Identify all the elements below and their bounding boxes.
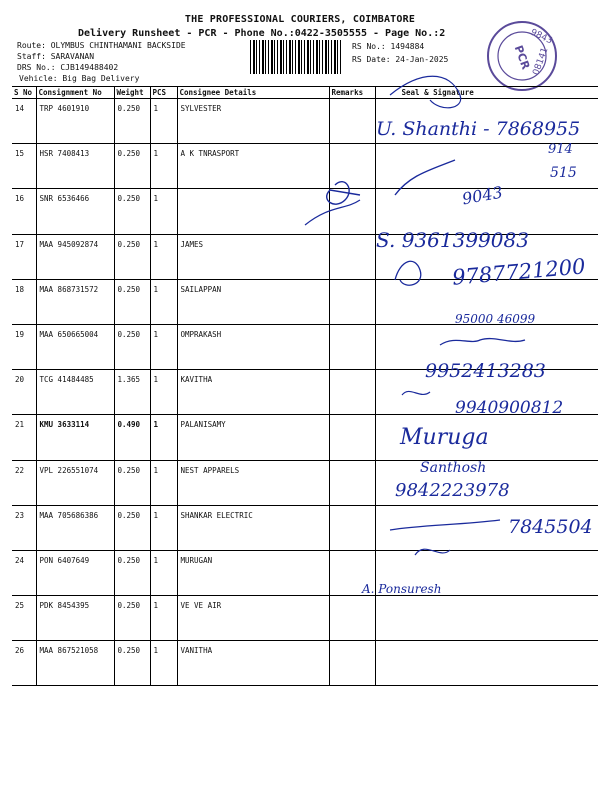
page-title: THE PROFESSIONAL COURIERS, COIMBATORE bbox=[184, 14, 416, 25]
signature-row-19: 95000 46099 bbox=[455, 312, 536, 326]
signature-row-15: 914 bbox=[548, 142, 573, 157]
company-stamp bbox=[484, 18, 560, 94]
remarks bbox=[329, 460, 375, 505]
consignee: KAVITHA bbox=[177, 370, 329, 415]
signature-cell bbox=[375, 460, 598, 505]
col-weight: Weight bbox=[114, 87, 150, 99]
col-signature: Seal & Signature bbox=[375, 87, 598, 99]
rs-number: RS No.: 1494884 bbox=[352, 42, 425, 51]
signature-cell bbox=[375, 415, 598, 460]
sno: 26 bbox=[12, 641, 36, 686]
sno: 24 bbox=[12, 550, 36, 595]
sno: 23 bbox=[12, 505, 36, 550]
signature-cell bbox=[375, 279, 598, 324]
sno: 25 bbox=[12, 596, 36, 641]
pcs: 1 bbox=[150, 550, 177, 595]
remarks bbox=[329, 189, 375, 234]
vehicle-text: Vehicle: Big Bag Delivery bbox=[19, 74, 140, 83]
barcode bbox=[250, 40, 342, 74]
remarks bbox=[329, 324, 375, 369]
signature-cell bbox=[375, 550, 598, 595]
signature-row-23b: 9842223978 bbox=[395, 480, 510, 501]
table-row bbox=[12, 189, 598, 234]
remarks bbox=[329, 370, 375, 415]
remarks bbox=[329, 234, 375, 279]
signature-cell bbox=[375, 189, 598, 234]
staff-text: Staff: SARAVANAN bbox=[17, 52, 95, 61]
table-row bbox=[12, 596, 598, 641]
weight: 0.250 bbox=[114, 641, 150, 686]
sno: 21 bbox=[12, 415, 36, 460]
weight: 0.250 bbox=[114, 460, 150, 505]
signature-cell bbox=[375, 505, 598, 550]
signature-row-24: 7845504 bbox=[508, 516, 593, 538]
weight: 0.250 bbox=[114, 234, 150, 279]
pcs: 1 bbox=[150, 596, 177, 641]
signature-row-16a: 9043 bbox=[460, 182, 505, 209]
pcs: 1 bbox=[150, 99, 177, 144]
consignment-no: TCG 41484485 bbox=[36, 370, 114, 415]
signature-row-23a: Santhosh bbox=[420, 460, 487, 476]
remarks bbox=[329, 279, 375, 324]
weight: 1.365 bbox=[114, 370, 150, 415]
col-consignment: Consignment No bbox=[36, 87, 114, 99]
pcs: 1 bbox=[150, 505, 177, 550]
pcs: 1 bbox=[150, 324, 177, 369]
table-row bbox=[12, 641, 598, 686]
signature-cell bbox=[375, 596, 598, 641]
consignment-no: VPL 226551074 bbox=[36, 460, 114, 505]
consignment-no: SNR 6536466 bbox=[36, 189, 114, 234]
stamp-top-text: 9843 bbox=[528, 27, 554, 47]
table-row bbox=[12, 99, 598, 144]
signature-row-16b: 515 bbox=[550, 165, 577, 181]
consignee: MURUGAN bbox=[177, 550, 329, 595]
consignment-no: TRP 4601910 bbox=[36, 99, 114, 144]
signature-row-14: U. Shanthi - 7868955 bbox=[376, 118, 581, 140]
remarks bbox=[329, 596, 375, 641]
signature-row-17: S. 9361399083 bbox=[376, 228, 529, 252]
remarks bbox=[329, 99, 375, 144]
remarks bbox=[329, 415, 375, 460]
signature-cell bbox=[375, 641, 598, 686]
remarks bbox=[329, 144, 375, 189]
signature-row-22: Muruga bbox=[400, 425, 489, 450]
remarks bbox=[329, 641, 375, 686]
col-pcs: PCS bbox=[150, 87, 177, 99]
table-row bbox=[12, 550, 598, 595]
signature-cell bbox=[375, 324, 598, 369]
signature-row-26: A. Ponsuresh bbox=[362, 582, 442, 596]
consignee: VANITHA bbox=[177, 641, 329, 686]
consignee: A K TNRASPORT bbox=[177, 144, 329, 189]
pcs: 1 bbox=[150, 189, 177, 234]
consignment-no: MAA 650665004 bbox=[36, 324, 114, 369]
weight: 0.250 bbox=[114, 144, 150, 189]
sno: 16 bbox=[12, 189, 36, 234]
signature-cell bbox=[375, 234, 598, 279]
consignee: SAILAPPAN bbox=[177, 279, 329, 324]
signature-cell bbox=[375, 144, 598, 189]
consignment-no: PON 6407649 bbox=[36, 550, 114, 595]
table-row bbox=[12, 370, 598, 415]
table-row bbox=[12, 279, 598, 324]
table-row bbox=[12, 144, 598, 189]
sno: 19 bbox=[12, 324, 36, 369]
remarks bbox=[329, 550, 375, 595]
consignee: VE VE AIR bbox=[177, 596, 329, 641]
consignment-no: MAA 868731572 bbox=[36, 279, 114, 324]
pcs: 1 bbox=[150, 144, 177, 189]
table-row bbox=[12, 234, 598, 279]
runsheet-subtitle: Delivery Runsheet - PCR - Phone No.:0422-3505555 - Page No.:2 bbox=[78, 28, 446, 39]
drs-text: DRS No.: CJB149488402 bbox=[17, 63, 119, 72]
consignee: OMPRAKASH bbox=[177, 324, 329, 369]
consignee: NEST APPARELS bbox=[177, 460, 329, 505]
route-text: Route: OLYMBUS CHINTHAMANI BACKSIDE bbox=[17, 41, 186, 50]
consignment-no: MAA 867521058 bbox=[36, 641, 114, 686]
signature-cell bbox=[375, 99, 598, 144]
pcs: 1 bbox=[150, 641, 177, 686]
weight: 0.250 bbox=[114, 505, 150, 550]
table-row bbox=[12, 415, 598, 460]
consignee: SHANKAR ELECTRIC bbox=[177, 505, 329, 550]
weight: 0.250 bbox=[114, 189, 150, 234]
col-remarks: Remarks bbox=[329, 87, 375, 99]
pcs: 1 bbox=[150, 415, 177, 460]
pcs: 1 bbox=[150, 370, 177, 415]
consignment-no: KMU 3633114 bbox=[36, 415, 114, 460]
weight: 0.250 bbox=[114, 99, 150, 144]
stamp-bottom-text: 08141 bbox=[531, 46, 551, 77]
sno: 17 bbox=[12, 234, 36, 279]
weight: 0.250 bbox=[114, 596, 150, 641]
consignee: SYLVESTER bbox=[177, 99, 329, 144]
sno: 15 bbox=[12, 144, 36, 189]
pcs: 1 bbox=[150, 234, 177, 279]
sno: 22 bbox=[12, 460, 36, 505]
signature-cell bbox=[375, 370, 598, 415]
consignee bbox=[177, 189, 329, 234]
weight: 0.250 bbox=[114, 550, 150, 595]
consignment-no: PDK 8454395 bbox=[36, 596, 114, 641]
consignment-no: HSR 7408413 bbox=[36, 144, 114, 189]
table-row bbox=[12, 324, 598, 369]
col-consignee: Consignee Details bbox=[177, 87, 329, 99]
weight: 0.250 bbox=[114, 279, 150, 324]
signature-row-18: 9787721200 bbox=[451, 254, 587, 290]
rs-date: RS Date: 24-Jan-2025 bbox=[352, 55, 449, 64]
consignment-no: MAA 945092874 bbox=[36, 234, 114, 279]
consignment-no: MAA 705686386 bbox=[36, 505, 114, 550]
sno: 14 bbox=[12, 99, 36, 144]
pcs: 1 bbox=[150, 460, 177, 505]
table-header-row bbox=[12, 87, 598, 99]
runsheet-table bbox=[12, 86, 598, 686]
stamp-middle-text: PCR bbox=[511, 43, 533, 72]
table-row bbox=[12, 460, 598, 505]
remarks bbox=[329, 505, 375, 550]
col-sno: S No bbox=[12, 87, 36, 99]
signature-row-21: 9940900812 bbox=[455, 398, 564, 418]
sno: 18 bbox=[12, 279, 36, 324]
weight: 0.490 bbox=[114, 415, 150, 460]
sno: 20 bbox=[12, 370, 36, 415]
table-row bbox=[12, 505, 598, 550]
consignee: JAMES bbox=[177, 234, 329, 279]
pcs: 1 bbox=[150, 279, 177, 324]
consignee: PALANISAMY bbox=[177, 415, 329, 460]
weight: 0.250 bbox=[114, 324, 150, 369]
signature-row-20: 9952413283 bbox=[425, 360, 546, 382]
